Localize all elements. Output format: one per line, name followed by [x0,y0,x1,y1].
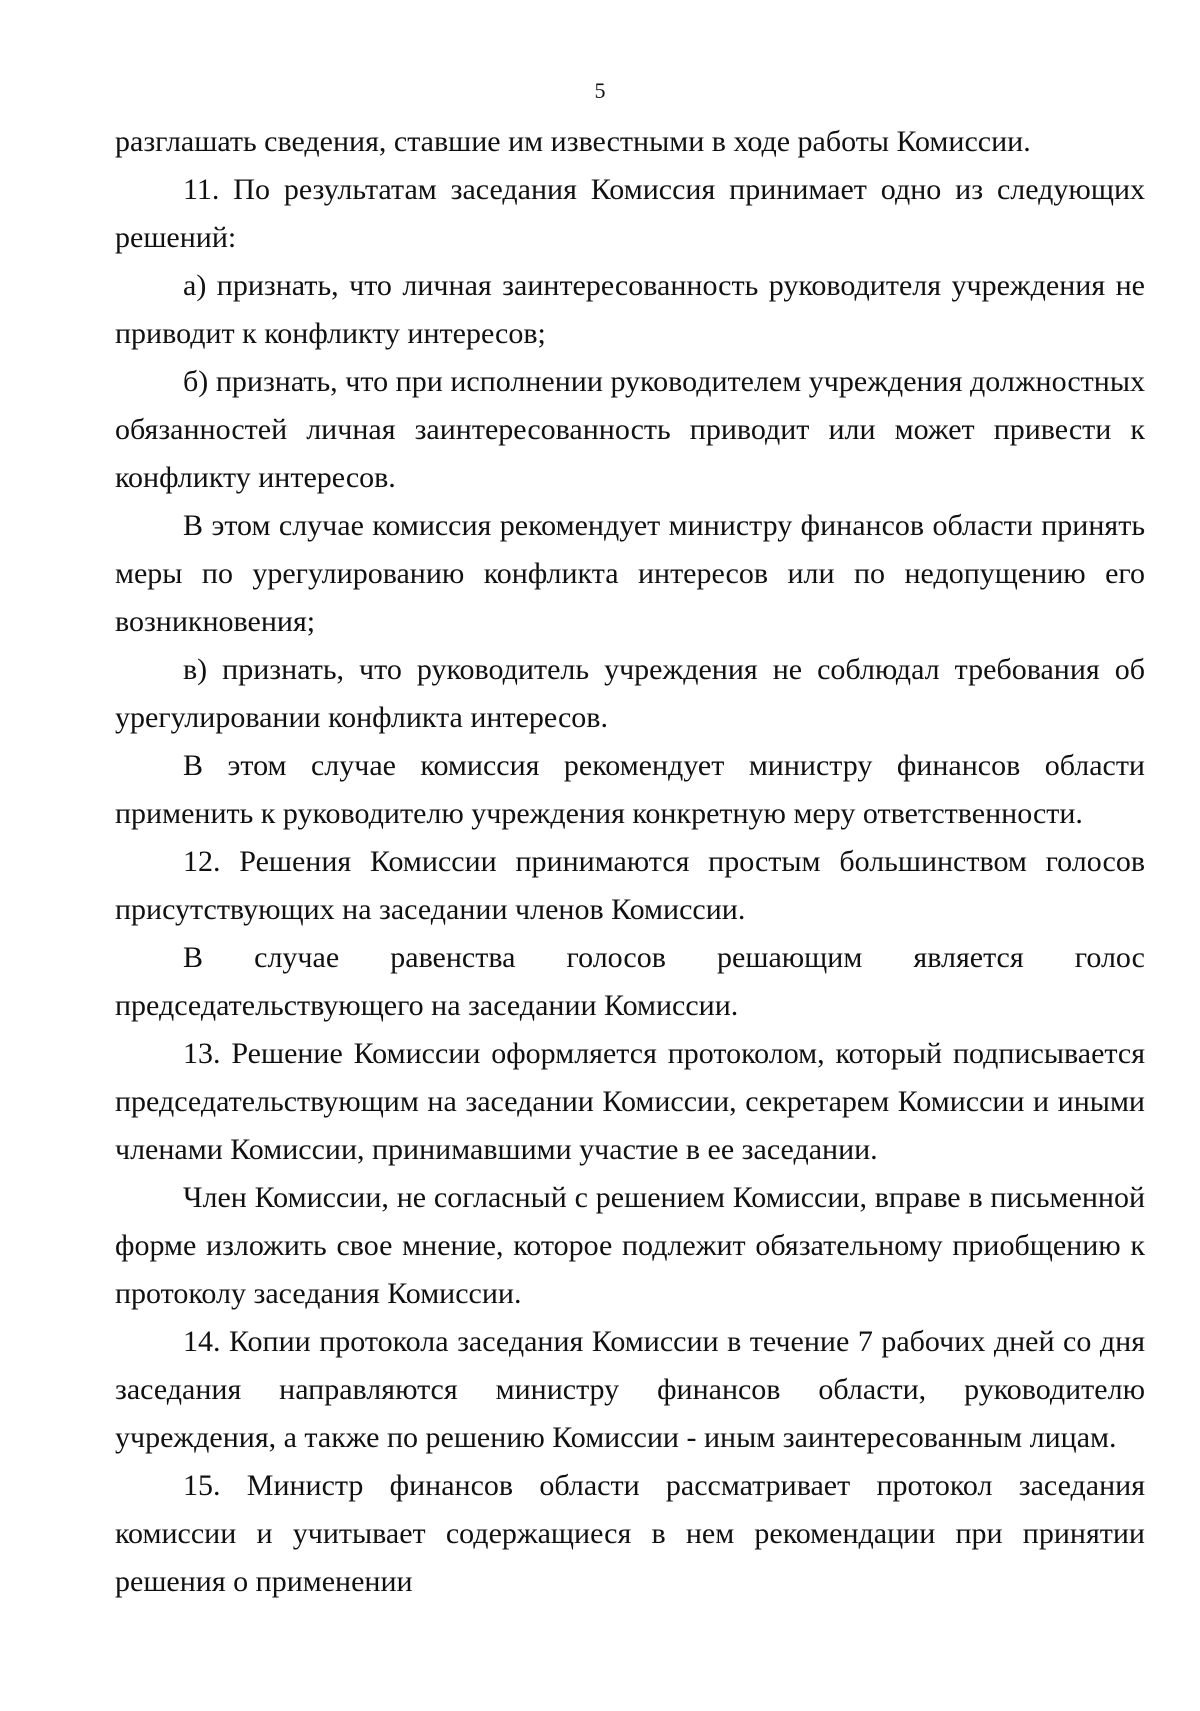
paragraph-item-14: 14. Копии протокола заседания Комиссии в течение 7 рабочих дней со дня заседания направляются министру финансов области, руководителю учреждения, а также по решению Комиссии - иным заинтересованным лицам. [115,1325,1145,1454]
paragraph-continuation: разглашать сведения, ставшие им известными в ходе работы Комиссии. [115,125,1031,158]
paragraph-item-13-note: Член Комиссии, не согласный с решением Комиссии, вправе в письменной форме изложить свое мнение, которое подлежит обязательному приобщению к протоколу заседания Комиссии. [115,1181,1145,1310]
document-body [115,118,1145,1606]
paragraph-subitem-a: а) признать, что личная заинтересованность руководителя учреждения не приводит к конфликту интересов; [115,269,1145,350]
paragraph-item-11: 11. По результатам заседания Комиссия принимает одно из следующих решений: [115,173,1145,254]
paragraph-item-12: 12. Решения Комиссии принимаются простым большинством голосов присутствующих на заседании членов Комиссии. [115,845,1145,926]
paragraph-subitem-b-note: В этом случае комиссия рекомендует министру финансов области принять меры по урегулированию конфликта интересов или по недопущению его возникновения; [115,509,1145,638]
page-number: 5 [594,78,606,103]
paragraph-item-15: 15. Министр финансов области рассматривает протокол заседания комиссии и учитывает содержащиеся в нем рекомендации при принятии решения о применении [115,1469,1145,1598]
paragraph-item-13: 13. Решение Комиссии оформляется протоколом, который подписывается председательствующим на заседании Комиссии, секретарем Комиссии и иными членами Комиссии, принимавшими участие в ее заседании. [115,1037,1145,1166]
paragraph-subitem-v: в) признать, что руководитель учреждения не соблюдал требования об урегулировании конфликта интересов. [115,653,1145,734]
paragraph-subitem-v-note: В этом случае комиссия рекомендует министру финансов области применить к руководителю учреждения конкретную меру ответственности. [115,749,1145,830]
paragraph-subitem-b: б) признать, что при исполнении руководителем учреждения должностных обязанностей личная заинтересованность приводит или может привести к конфликту интересов. [115,365,1145,494]
paragraph-item-12-note: В случае равенства голосов решающим является голос председательствующего на заседании Комиссии. [115,941,1145,1022]
